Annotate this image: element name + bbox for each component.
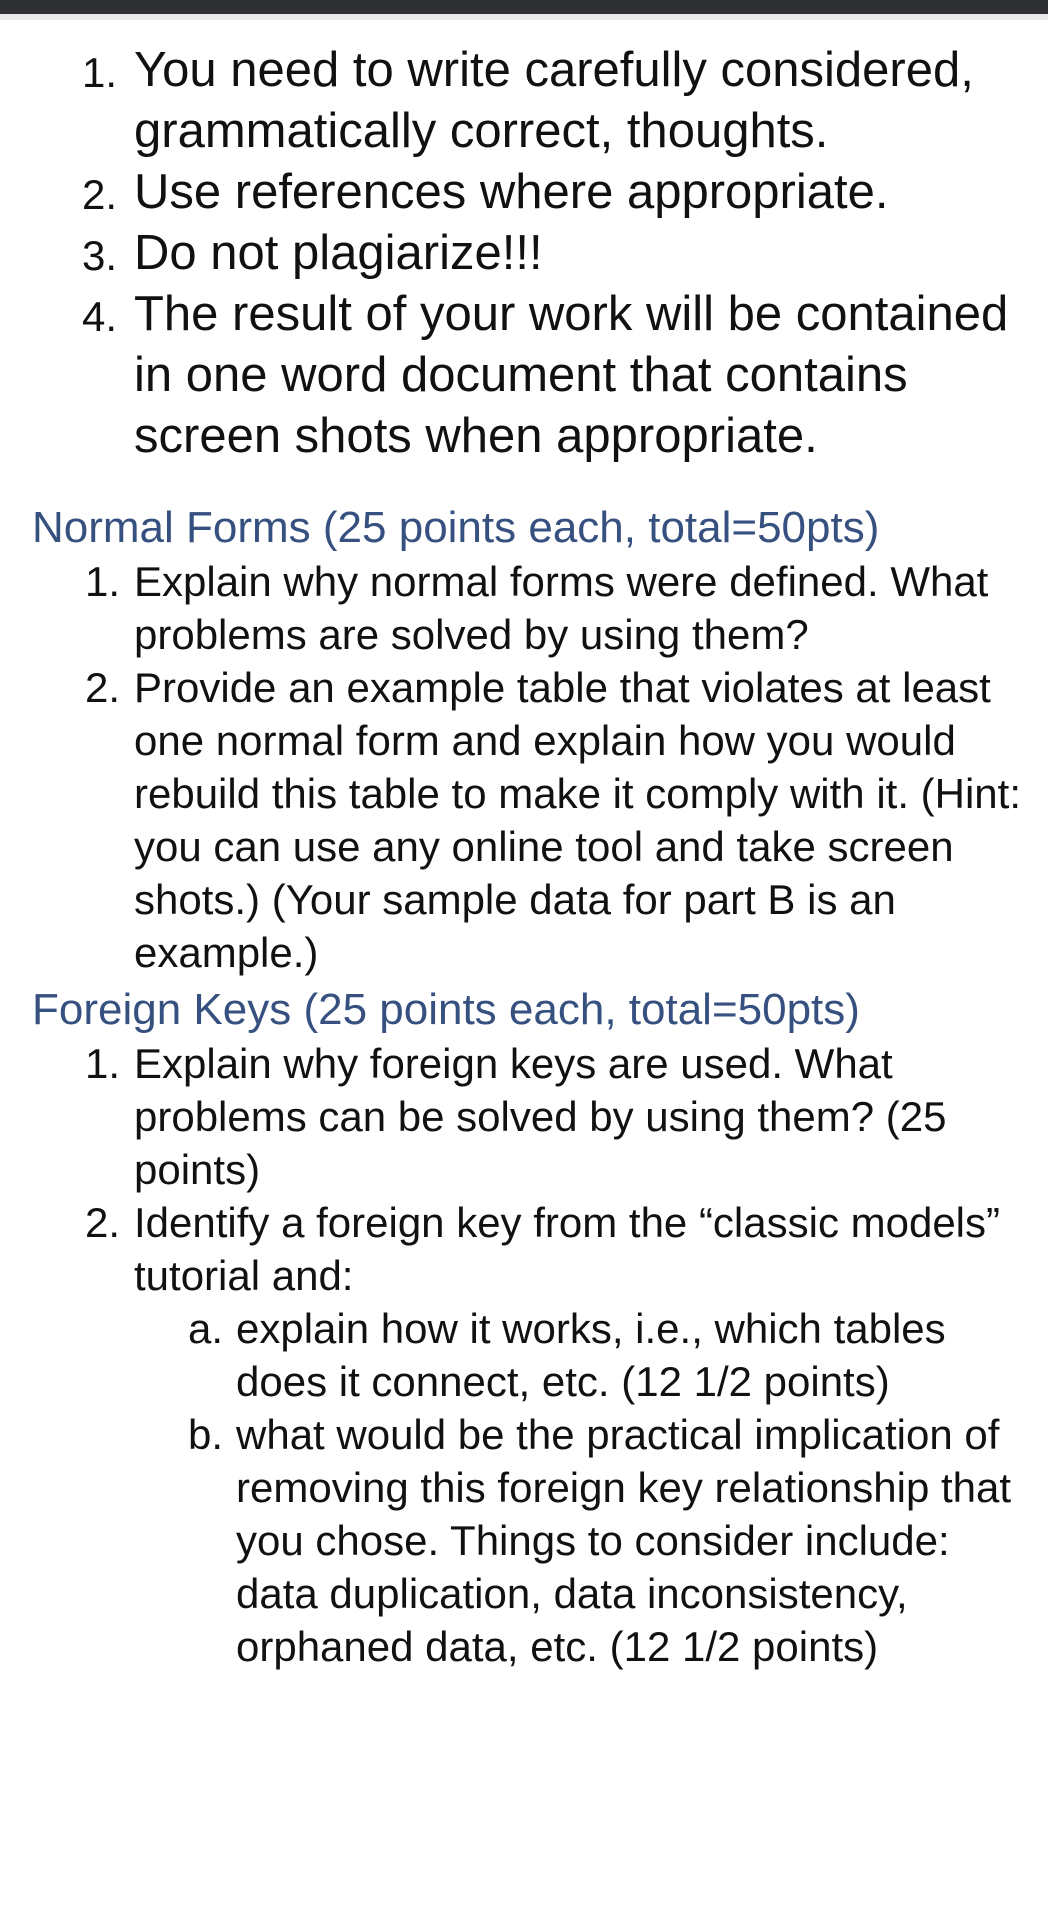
list-number: 3. (82, 232, 118, 279)
item-text: Explain why normal forms were defined. What problems are solved by using them? (134, 558, 989, 658)
normal-forms-list (0, 555, 1048, 979)
document-body (0, 40, 1048, 1673)
requirement-item (0, 223, 1048, 284)
normal-forms-item (0, 661, 1048, 979)
requirements-list (0, 40, 1048, 467)
subitem-text: explain how it works, i.e., which tables does it connect, etc. (12 1/2 points) (236, 1305, 946, 1405)
list-number: 2. (82, 171, 118, 218)
requirement-text: You need to write carefully considered, grammatically correct, thoughts. (134, 43, 974, 158)
foreign-keys-item (0, 1196, 1048, 1302)
status-bar (0, 0, 1048, 14)
requirement-item (0, 40, 1048, 162)
requirement-text: The result of your work will be contained in one word document that contains screen shots when appropriate. (134, 287, 1009, 463)
list-number: 4. (82, 293, 118, 340)
foreign-keys-subitem (0, 1408, 1048, 1673)
foreign-keys-list (0, 1037, 1048, 1302)
normal-forms-item (0, 555, 1048, 661)
list-number: 2. (85, 1199, 121, 1246)
normal-forms-heading: Normal Forms (25 points each, total=50pts) (32, 503, 880, 552)
requirement-text: Do not plagiarize!!! (134, 226, 543, 280)
list-letter: a. (188, 1305, 224, 1352)
list-number: 1. (82, 49, 118, 96)
requirement-item (0, 284, 1048, 467)
status-bar-shadow (0, 14, 1048, 20)
foreign-keys-subitem (0, 1302, 1048, 1408)
list-number: 2. (85, 664, 121, 711)
requirement-item (0, 162, 1048, 223)
list-number: 1. (85, 1040, 121, 1087)
foreign-keys-heading: Foreign Keys (25 points each, total=50pts) (32, 985, 860, 1034)
requirement-text: Use references where appropriate. (134, 165, 889, 219)
item-text: Identify a foreign key from the “classic models” tutorial and: (134, 1199, 1001, 1299)
item-text: Provide an example table that violates at least one normal form and explain how you would rebuild this table to make it comply with it. (Hint: you can use any online tool and take screen shots.) (Your sample data for part B is an example.) (134, 664, 1022, 976)
foreign-keys-item (0, 1037, 1048, 1196)
list-letter: b. (188, 1411, 224, 1458)
subitem-text: what would be the practical implication of removing this foreign key relationship that you chose. Things to consider include: data duplication, data inconsistency, orphaned data, etc. (12 1/2 points) (236, 1411, 1012, 1670)
foreign-keys-sublist (0, 1302, 1048, 1673)
item-text: Explain why foreign keys are used. What problems can be solved by using them? (25 points) (134, 1040, 947, 1193)
list-number: 1. (85, 558, 121, 605)
